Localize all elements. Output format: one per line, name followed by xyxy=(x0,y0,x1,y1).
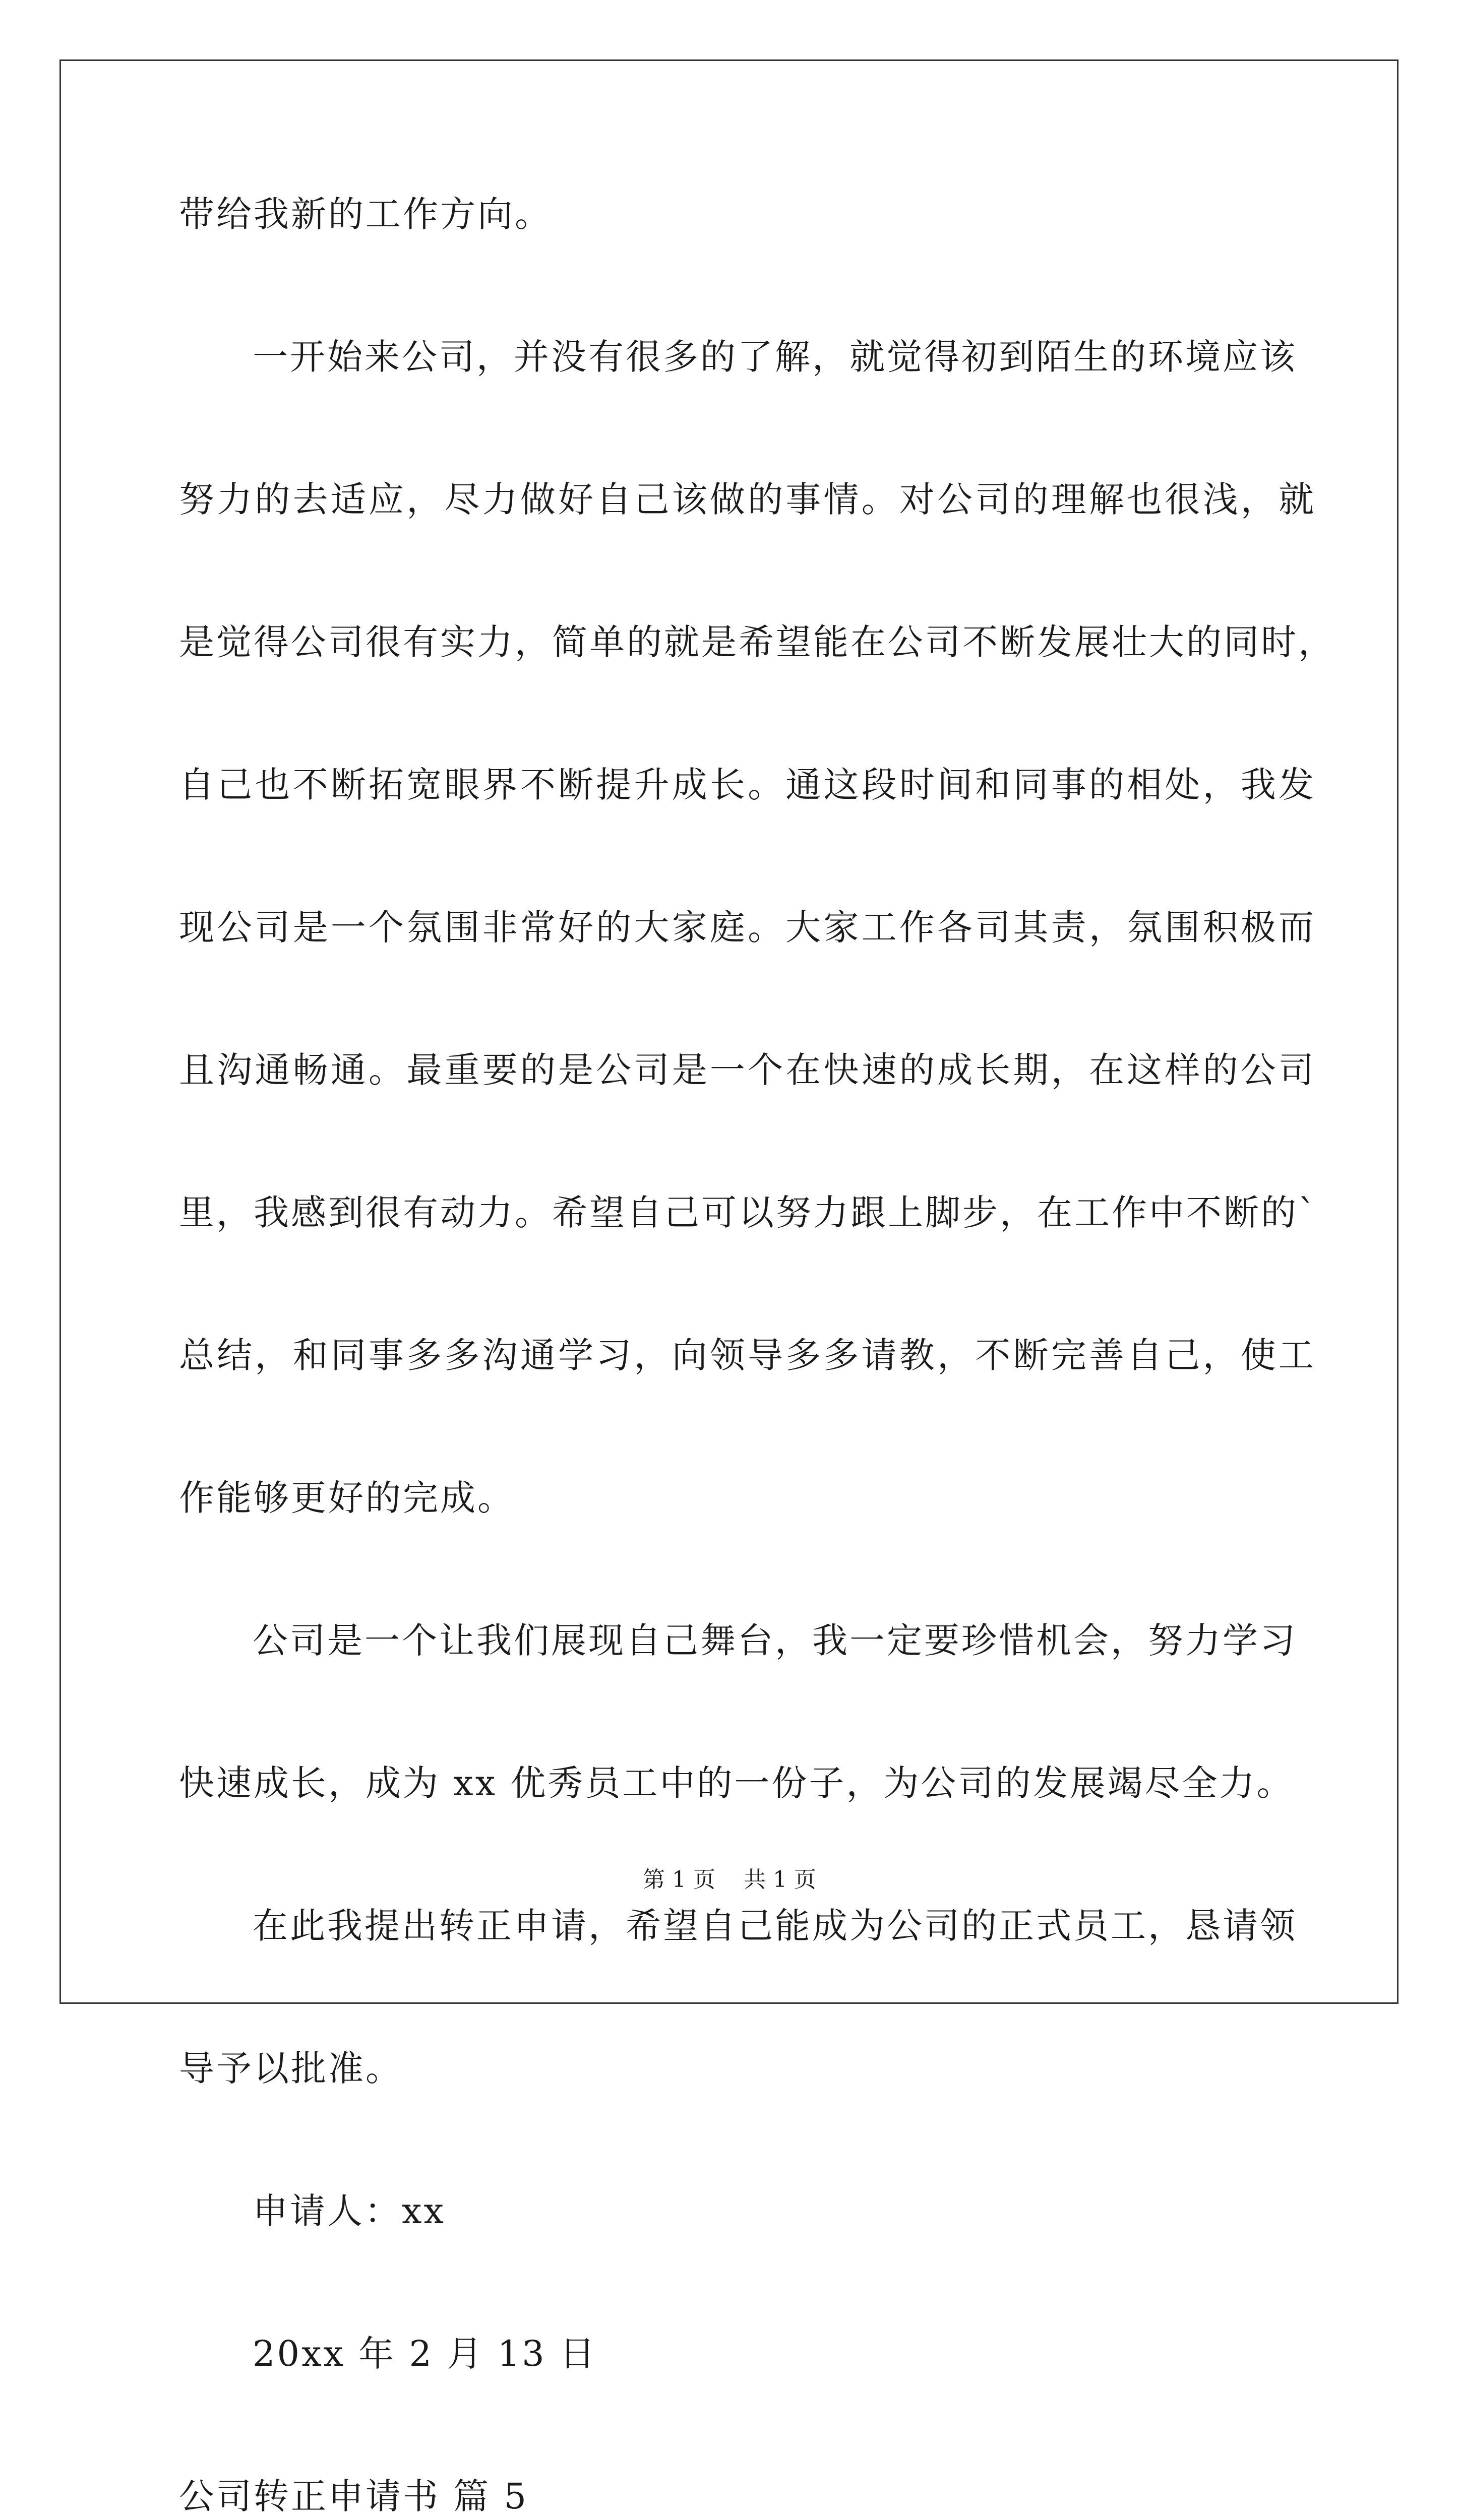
paragraph-start-line: 一开始来公司，并没有很多的了解，就觉得初到陌生的环境应该 xyxy=(253,336,1297,377)
section-heading: 公司转正申请书 篇 5 xyxy=(179,2476,529,2517)
document-body xyxy=(179,192,1335,2520)
applicant-line: 申请人：xx xyxy=(253,2190,446,2232)
body-line: 里，我感到很有动力。希望自己可以努力跟上脚步，在工作中不断的` xyxy=(179,1192,1318,1233)
body-line: 作能够更好的完成。 xyxy=(179,1477,515,1519)
paragraph-start-line: 公司是一个让我们展现自己舞台，我一定要珍惜机会，努力学习 xyxy=(253,1620,1297,1661)
body-line: 且沟通畅通。最重要的是公司是一个在快速的成长期，在这样的公司 xyxy=(179,1049,1316,1091)
body-line: 努力的去适应，尽力做好自己该做的事情。对公司的理解也很浅，就 xyxy=(179,479,1316,520)
body-line: 现公司是一个氛围非常好的大家庭。大家工作各司其责，氛围积极而 xyxy=(179,907,1316,948)
paragraph-start-line: 在此我提出转正申请，希望自己能成为公司的正式员工，恳请领 xyxy=(253,1905,1297,1946)
body-line: 自己也不断拓宽眼界不断提升成长。通这段时间和同事的相处，我发 xyxy=(179,764,1316,805)
body-line: 是觉得公司很有实力，简单的就是希望能在公司不断发展壮大的同时， xyxy=(179,621,1335,663)
body-line: 带给我新的工作方向。 xyxy=(179,194,552,235)
page-footer: 第 1 页 共 1 页 xyxy=(643,1867,816,1893)
body-line: 快速成长，成为 xx 优秀员工中的一份子，为公司的发展竭尽全力。 xyxy=(179,1762,1294,1804)
body-line: 总结，和同事多多沟通学习，向领导多多请教，不断完善自己，使工 xyxy=(179,1335,1316,1376)
date-line: 20xx 年 2 月 13 日 xyxy=(253,2333,597,2374)
body-line: 导予以批准。 xyxy=(179,2048,403,2089)
